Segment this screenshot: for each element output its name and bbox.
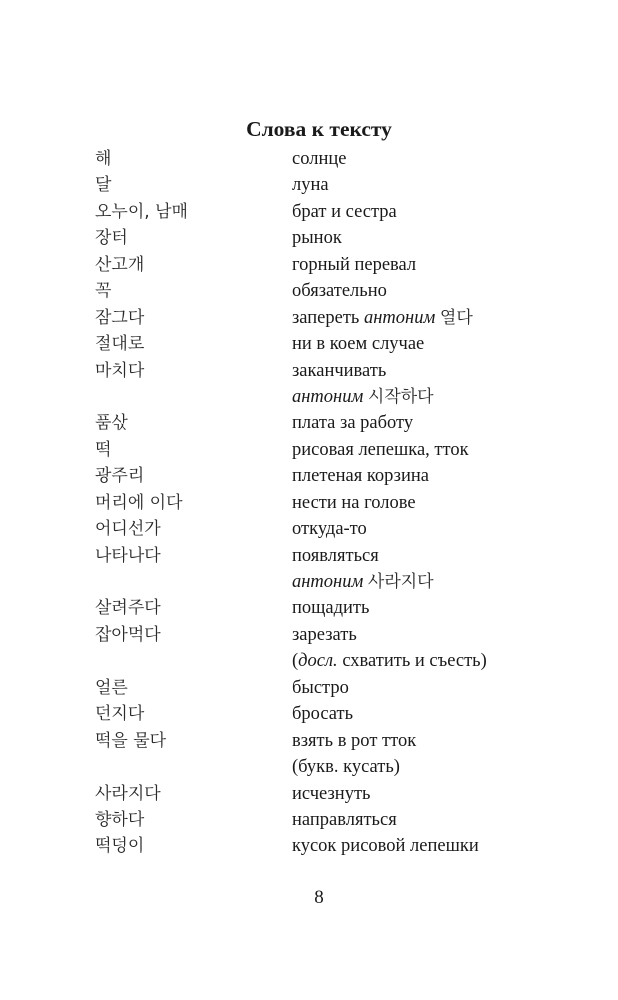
italic-note: досл. — [298, 651, 338, 672]
vocab-row — [0, 754, 618, 780]
russian-translation — [292, 331, 424, 357]
translation-text: запереть — [292, 307, 364, 328]
translation-text: рисовая лепешка, тток — [292, 439, 469, 460]
russian-translation — [292, 622, 357, 648]
russian-translation — [292, 701, 353, 727]
translation-text: (букв. кусать) — [292, 757, 400, 778]
korean-term: 떡 — [95, 439, 112, 460]
russian-translation — [292, 199, 397, 225]
translation-text: схватить и съесть) — [337, 651, 487, 672]
vocab-row — [0, 252, 618, 278]
russian-translation — [292, 569, 434, 595]
vocab-row — [0, 490, 618, 516]
russian-translation — [292, 358, 386, 384]
translation-text: луна — [292, 175, 329, 196]
vocab-row — [0, 807, 618, 833]
korean-term: 던지다 — [95, 704, 145, 725]
russian-translation — [292, 410, 413, 436]
russian-translation — [292, 225, 342, 251]
translation-text: брат и сестра — [292, 201, 397, 222]
korean-term: 떡을 물다 — [95, 730, 167, 751]
korean-term: 어디선가 — [95, 519, 161, 540]
korean-term: 잡아먹다 — [95, 624, 161, 645]
korean-antonym: 시작하다 — [367, 386, 434, 407]
vocab-row — [0, 833, 618, 859]
korean-term: 산고개 — [95, 254, 145, 275]
russian-translation — [292, 437, 469, 463]
italic-note: антоним — [292, 572, 364, 592]
vocab-row — [0, 595, 618, 621]
vocab-row — [0, 278, 618, 304]
korean-term: 장터 — [95, 228, 128, 249]
vocab-row — [0, 305, 618, 331]
korean-antonym: 사라지다 — [367, 572, 434, 592]
russian-translation — [292, 675, 349, 701]
translation-text: исчезнуть — [292, 783, 371, 804]
russian-translation — [292, 754, 400, 780]
russian-translation — [292, 172, 329, 198]
vocab-row — [0, 358, 618, 384]
page-number: 8 — [314, 887, 324, 908]
translation-text: зарезать — [292, 624, 357, 645]
page-title: Слова к тексту — [246, 117, 392, 141]
translation-text: бросать — [292, 704, 354, 725]
korean-term: 해 — [95, 149, 112, 169]
vocab-row — [0, 384, 618, 410]
korean-term: 꼭 — [95, 281, 112, 302]
russian-translation — [292, 146, 346, 172]
vocab-row — [0, 648, 618, 674]
vocab-row — [0, 146, 618, 172]
russian-translation — [292, 595, 369, 621]
korean-term: 살려주다 — [95, 598, 161, 619]
russian-translation — [292, 728, 416, 754]
korean-antonym: 열다 — [439, 307, 473, 328]
vocab-row — [0, 781, 618, 807]
translation-text: пощадить — [292, 598, 370, 619]
vocab-row — [0, 410, 618, 436]
korean-term: 달 — [95, 175, 112, 196]
korean-term: 절대로 — [95, 334, 145, 355]
korean-term: 얼른 — [95, 677, 128, 698]
vocab-row — [0, 331, 618, 357]
translation-text: быстро — [292, 677, 349, 698]
translation-text: рынок — [292, 228, 342, 249]
translation-text: направляться — [292, 809, 397, 830]
translation-text: плата за работу — [292, 413, 414, 434]
korean-term: 사라지다 — [95, 783, 161, 804]
vocab-row — [0, 675, 618, 701]
korean-term: 머리에 이다 — [95, 492, 183, 513]
translation-text: нести на голове — [292, 492, 416, 513]
russian-translation — [292, 807, 397, 833]
russian-translation — [292, 252, 416, 278]
translation-text: появляться — [292, 545, 379, 566]
vocab-row — [0, 225, 618, 251]
translation-text: взять в рот тток — [292, 730, 417, 751]
translation-text: плетеная корзина — [292, 466, 429, 487]
vocab-row — [0, 463, 618, 489]
russian-translation — [292, 781, 370, 807]
russian-translation — [292, 490, 416, 516]
translation-text: заканчивать — [292, 360, 387, 381]
translation-text: ни в коем случае — [292, 334, 425, 355]
translation-text: откуда-то — [292, 519, 367, 540]
vocab-row — [0, 728, 618, 754]
italic-note: антоним — [364, 307, 436, 328]
russian-translation — [292, 543, 379, 569]
vocab-row — [0, 437, 618, 463]
vocab-row — [0, 172, 618, 198]
translation-text: ( — [292, 651, 299, 672]
vocab-row — [0, 543, 618, 569]
translation-text: горный перевал — [292, 254, 417, 275]
korean-term: 나타나다 — [95, 545, 161, 566]
korean-term: 오누이, 남매 — [95, 201, 188, 222]
translation-text: солнце — [292, 149, 347, 169]
translation-text: обязательно — [292, 281, 387, 302]
korean-term: 떡덩이 — [95, 836, 145, 857]
korean-term: 품삯 — [95, 413, 128, 434]
russian-translation — [292, 516, 367, 542]
korean-term: 마치다 — [95, 360, 145, 381]
russian-translation — [292, 278, 387, 304]
russian-translation — [292, 648, 487, 674]
italic-note: антоним — [292, 386, 364, 407]
vocab-row — [0, 622, 618, 648]
korean-term: 향하다 — [95, 809, 145, 830]
russian-translation — [292, 833, 479, 859]
vocabulary-list — [0, 146, 618, 860]
korean-term: 잠그다 — [95, 307, 145, 328]
russian-translation — [292, 463, 429, 489]
russian-translation — [292, 384, 434, 410]
korean-term: 광주리 — [95, 466, 145, 487]
vocab-row — [0, 569, 618, 595]
vocab-row — [0, 701, 618, 727]
vocab-row — [0, 516, 618, 542]
vocab-row — [0, 199, 618, 225]
russian-translation — [292, 305, 473, 331]
translation-text: кусок рисовой лепешки — [292, 836, 479, 857]
